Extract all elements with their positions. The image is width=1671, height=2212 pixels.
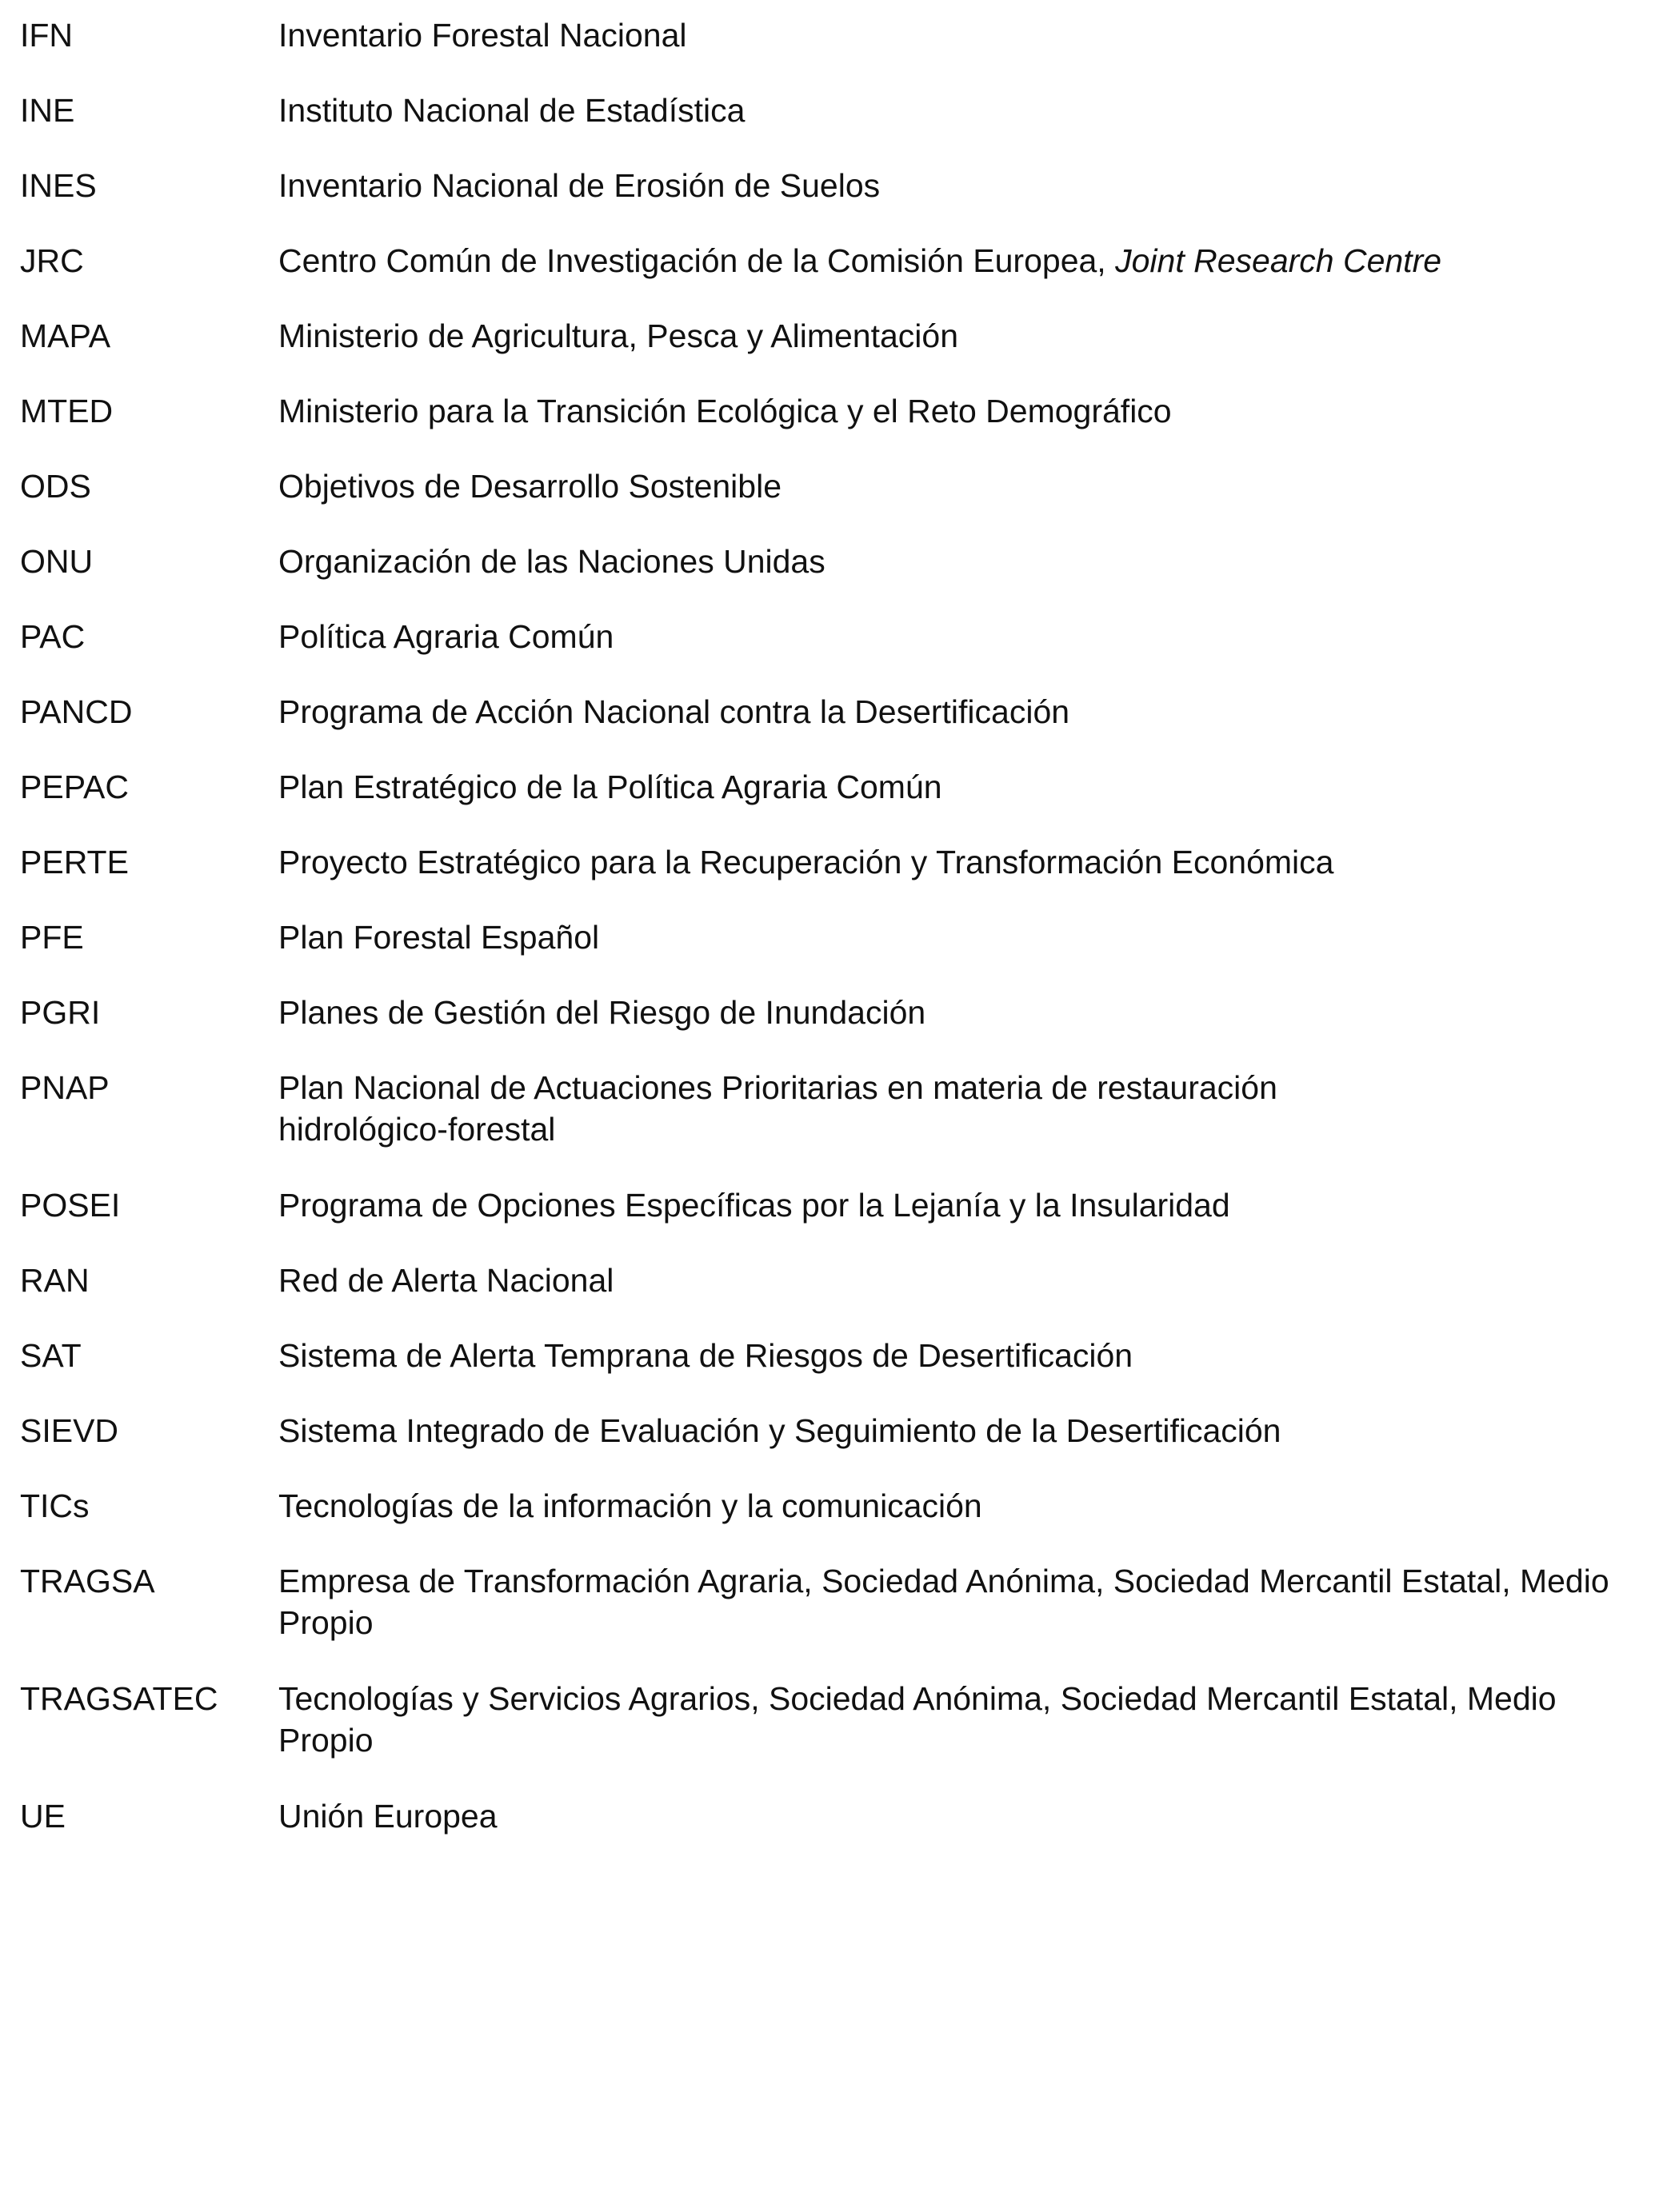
- abbreviation: JRC: [20, 242, 84, 279]
- abbreviation: INE: [20, 92, 75, 129]
- definition: Objetivos de Desarrollo Sostenible: [278, 468, 782, 505]
- definition: Proyecto Estratégico para la Recuperación y Transformación Económica: [278, 844, 1334, 880]
- definition: Unión Europea: [278, 1798, 498, 1835]
- abbreviation: SAT: [20, 1337, 82, 1374]
- definition: Instituto Nacional de Estadística: [278, 92, 746, 129]
- abbreviation: PERTE: [20, 844, 129, 880]
- abbreviation: PNAP: [20, 1069, 110, 1106]
- definition: Plan Forestal Español: [278, 919, 600, 956]
- abbreviation: TRAGSA: [20, 1563, 155, 1599]
- abbreviation: ONU: [20, 543, 94, 580]
- abbreviation: UE: [20, 1798, 66, 1835]
- abbreviation: TRAGSATEC: [20, 1680, 218, 1717]
- definition: Inventario Forestal Nacional: [278, 17, 687, 54]
- abbreviation: IFN: [20, 17, 74, 54]
- definition: Política Agraria Común: [278, 618, 614, 655]
- abbreviation: SIEVD: [20, 1412, 119, 1449]
- definition: Empresa de Transformación Agraria, Sociedad Anónima, Sociedad Mercantil Estatal, Medio Propio: [278, 1563, 1609, 1641]
- definition: [278, 240, 1662, 281]
- abbreviation: RAN: [20, 1262, 90, 1299]
- abbreviation: INES: [20, 167, 97, 204]
- definition: Sistema de Alerta Temprana de Riesgos de Desertificación: [278, 1337, 1133, 1374]
- abbreviation: MTED: [20, 393, 114, 429]
- definition: Red de Alerta Nacional: [278, 1262, 614, 1299]
- definition: Tecnologías de la información y la comunicación: [278, 1487, 982, 1524]
- definition-text: Centro Común de Investigación de la Comisión Europea,: [278, 242, 1106, 279]
- abbreviation: POSEI: [20, 1187, 121, 1224]
- definition: Programa de Acción Nacional contra la Desertificación: [278, 693, 1070, 730]
- definition-italic-text: Joint Research Centre: [1115, 242, 1442, 279]
- abbreviation: PFE: [20, 919, 84, 956]
- definition: Plan Nacional de Actuaciones Prioritarias en materia de restauración hidrológico-forestal: [278, 1069, 1277, 1148]
- definition: Organización de las Naciones Unidas: [278, 543, 826, 580]
- definition: Ministerio de Agricultura, Pesca y Alimentación: [278, 317, 959, 354]
- definition: Inventario Nacional de Erosión de Suelos: [278, 167, 881, 204]
- abbreviation: MAPA: [20, 317, 111, 354]
- definition: Planes de Gestión del Riesgo de Inundación: [278, 994, 926, 1031]
- abbreviation: ODS: [20, 468, 91, 505]
- abbreviation: TICs: [20, 1487, 90, 1524]
- definition: Ministerio para la Transición Ecológica y el Reto Demográfico: [278, 393, 1172, 429]
- definition: Programa de Opciones Específicas por la Lejanía y la Insularidad: [278, 1187, 1230, 1224]
- definition: Plan Estratégico de la Política Agraria Común: [278, 769, 942, 805]
- definition: Sistema Integrado de Evaluación y Seguimiento de la Desertificación: [278, 1412, 1281, 1449]
- abbreviation: PGRI: [20, 994, 101, 1031]
- abbreviation: PANCD: [20, 693, 133, 730]
- abbreviation: PEPAC: [20, 769, 129, 805]
- abbreviation: PAC: [20, 618, 86, 655]
- definition: Tecnologías y Servicios Agrarios, Sociedad Anónima, Sociedad Mercantil Estatal, Medio Propio: [278, 1680, 1557, 1759]
